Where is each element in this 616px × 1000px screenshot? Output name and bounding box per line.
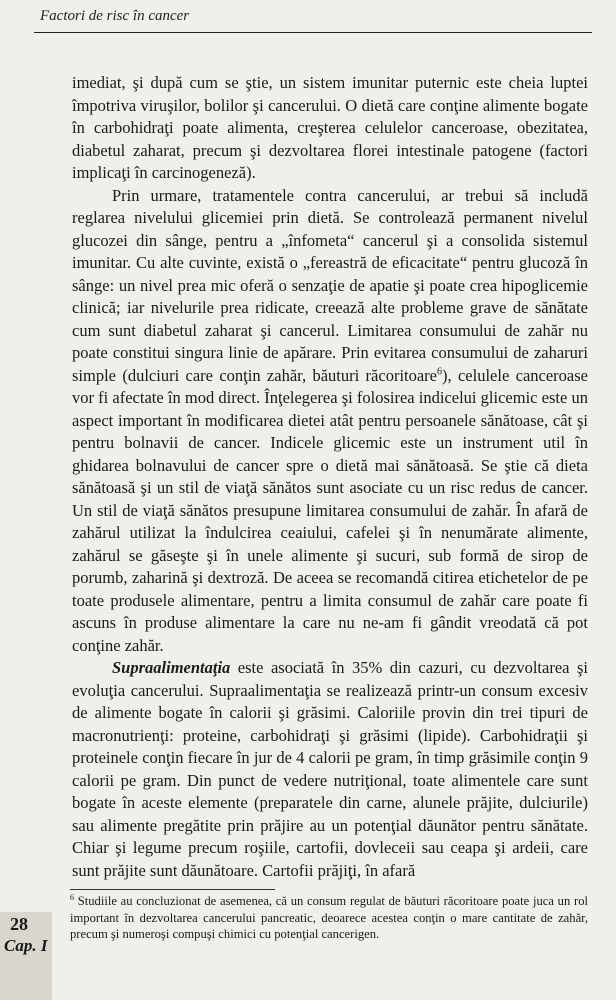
paragraph-2-part-2: ), celulele canceroase vor fi afectate în mod direct. Înţelegerea şi folosirea indicelui glicemic este un aspect important în modificarea dietei atât pentru persoanele sănătoase, cât şi pentru bolnavii de cancer. Indicele glicemic este un instrument util în ghidarea bolnavului de cancer spre o dietă mai sănătoasă. Se ştie că dieta sănătoasă şi un stil de viaţă sănătos sunt asociate cu un risc redus de cancer. Un stil de viaţă sănătos presupune limitarea consumului de zahăr. În afară de zahărul utilizat la îndulcirea ceaiului, cafelei şi în nenumărate alimente, zahărul se găseşte şi în unele alimente şi sucuri, sub formă de sirop de porumb, zaharină şi dextroză. De aceea se recomandă citirea etichetelor de pe toate produsele alimentare, pentru a limita consumul de zahăr care poate fi ascuns în produse alimentare la care nu ne-am fi gândit vreodată că pot conţine zahăr. bbox=[72, 365, 588, 655]
footnote-rule bbox=[70, 889, 275, 890]
footnote-text: Studiile au concluzionat de asemenea, că un consum regulat de băuturi răcoritoare poate juca un rol important în dezvoltarea cancerului pancreatic, deoarece acestea conţin o mare cantitate de zahăr, precum şi numeroşi compuşi chimici cu potenţial cancerigen. bbox=[70, 894, 588, 941]
footnote-reference: 6 bbox=[437, 366, 443, 377]
paragraph-3-text: este asociată în 35% din cazuri, cu dezvoltarea şi evoluţia cancerului. Supraalimentaţia se realizează printr-un consum excesiv de alimente bogate în calorii şi grăsimi. Caloriile provin din trei tipuri de macronutrienţi: proteine, carbohidraţi şi grăsimi (lipide). Carbohidraţii şi proteinele conţin fiecare în jur de 4 calorii pe gram, în timp grăsimile conţin 9 calorii pe gram. Din punct de vedere nutriţional, toate alimentele care sunt bogate în aceste elemente (preparatele din carne, alunele prăjite, dulciurile) sau alimente pregătite prin prăjire au un potenţial dăunător pentru sănătate. Chiar şi legume precum roşiile, cartofii, dovleceii sau ceapa şi ardeii, care sunt prăjite sunt dăunătoare. Cartofii prăjiţi, în afară bbox=[72, 658, 588, 880]
paragraph-1: imediat, şi după cum se ştie, un sistem imunitar puternic este cheia luptei împotriva viruşilor, bolilor şi cancerului. O dietă care conţine alimente bogate în carbohidraţi poate alimenta, creşterea celulelor canceroase, obezitatea, diabetul zaharat, precum şi dezvoltarea florei intestinale patogene (factori implicaţi în carcinogeneză). bbox=[72, 73, 588, 182]
emphasized-term: Supraalimentaţia bbox=[112, 658, 231, 677]
paragraph-2-part-1: Prin urmare, tratamentele contra cancerului, ar trebui să includă reglarea nivelului glicemiei prin dietă. Se controlează permanent nivelul glucozei din sânge, pentru a „înfometa“ cancerul şi a consolida sistemul imunitar. Cu alte cuvinte, există o „fereastră de eficacitate“ pentru glucoză în sânge: un nivel prea mic oferă o senzaţie de apatie şi poate crea hipoglicemie clinică; iar nivelurile prea ridicate, creează alte probleme grave de sănătate cum sunt diabetul zaharat şi cancerul. Limitarea consumului de zahăr nu poate constitui singura linie de apărare. Prin evitarea consumului de zaharuri simple (dulciuri care conţin zahăr, băuturi răcoritoare bbox=[72, 185, 588, 385]
main-text bbox=[72, 72, 588, 882]
chapter-label: Cap. I bbox=[4, 936, 48, 955]
header-rule bbox=[34, 32, 592, 33]
page-number: 28 bbox=[10, 914, 28, 934]
footnote bbox=[70, 893, 588, 943]
paragraph-3 bbox=[72, 657, 588, 882]
footnote-marker: 6 bbox=[70, 892, 74, 902]
paragraph-2 bbox=[72, 185, 588, 658]
running-header: Factori de risc în cancer bbox=[40, 8, 190, 24]
